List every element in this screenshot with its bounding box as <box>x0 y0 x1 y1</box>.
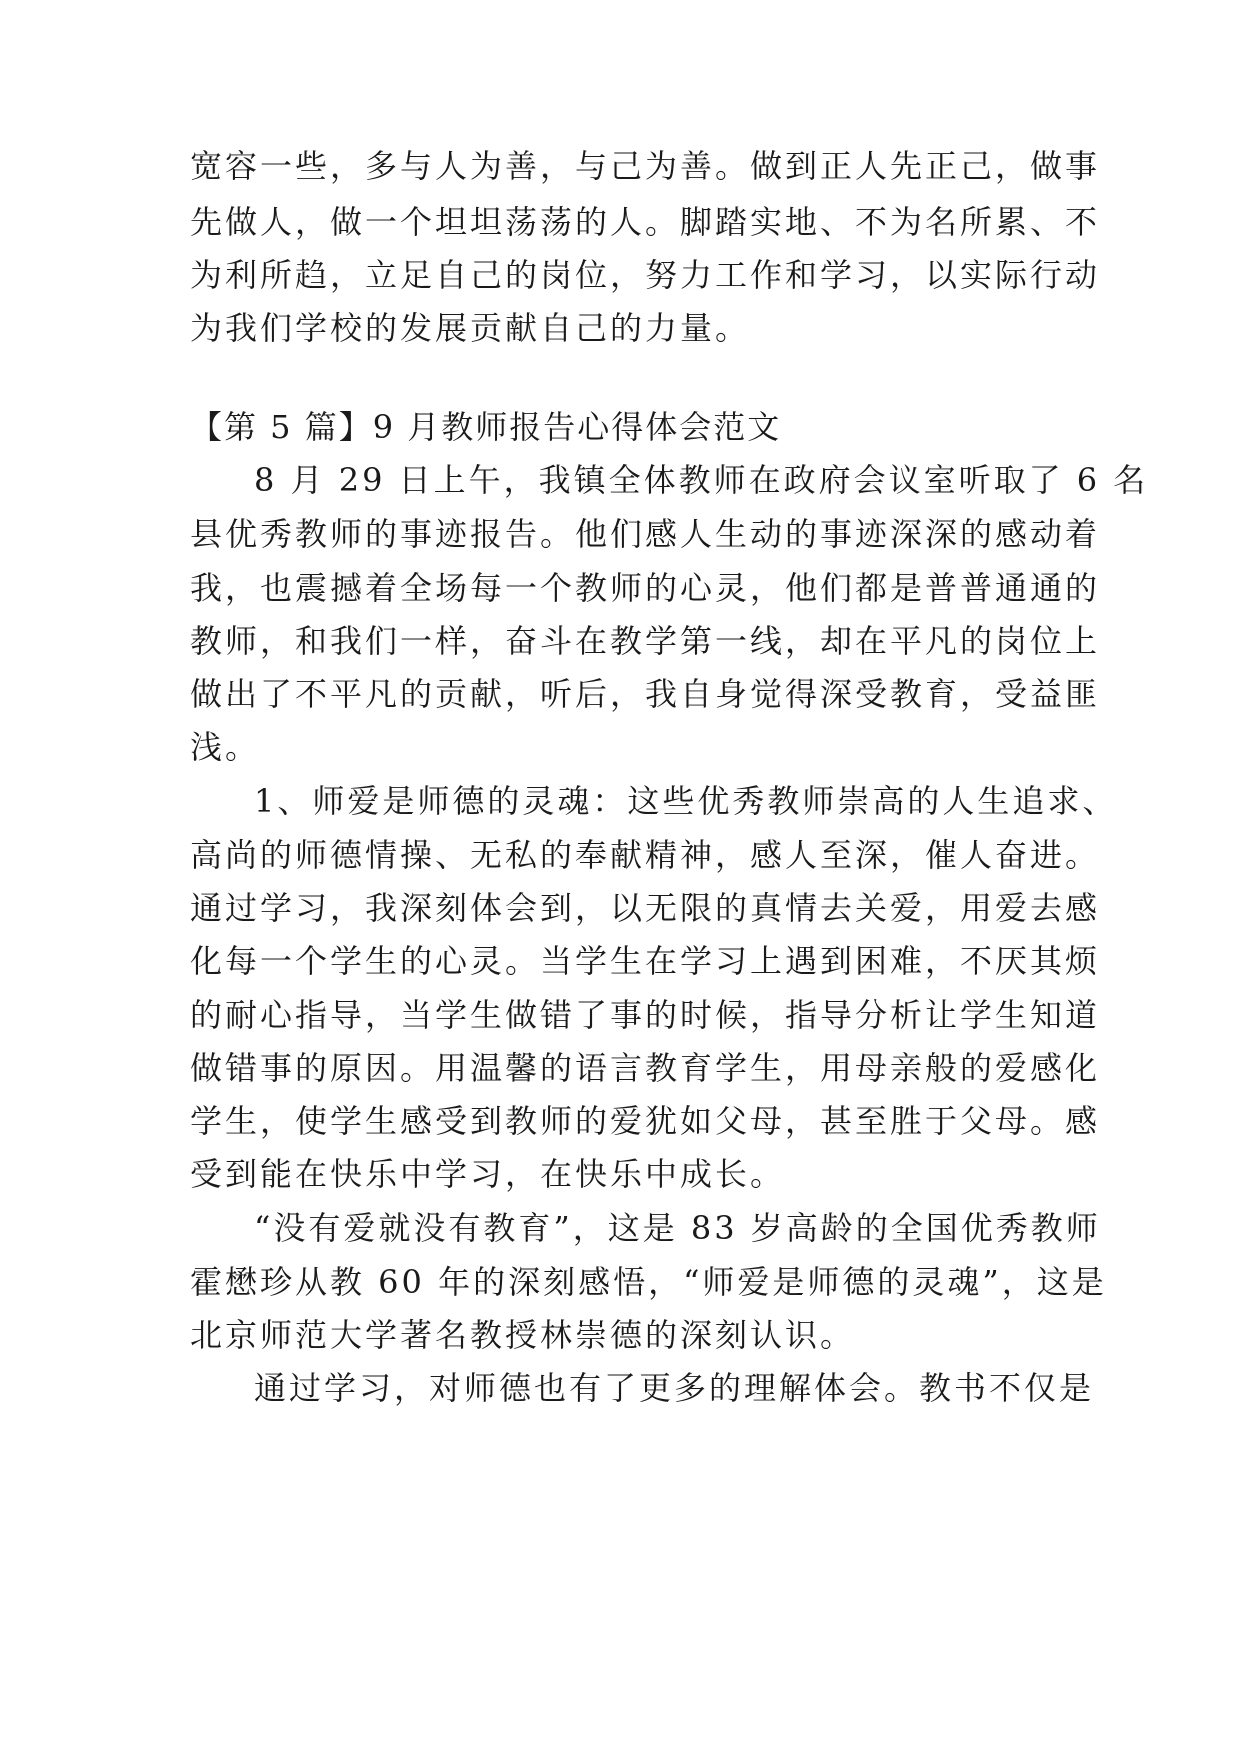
para3-line-3: 北京师范大学著名教授林崇德的深刻认识。 <box>190 1316 856 1354</box>
para3-line-2: 霍懋珍从教 60 年的深刻感悟，“师爱是师德的灵魂”，这是 <box>190 1263 1107 1301</box>
para4-line-1: 通过学习，对师德也有了更多的理解体会。教书不仅是 <box>254 1369 1095 1407</box>
para2-line-8: 受到能在快乐中学习，在快乐中成长。 <box>190 1155 786 1193</box>
para2-line-5: 的耐心指导，当学生做错了事的时候，指导分析让学生知道 <box>190 996 1101 1034</box>
para1-line-3: 我，也震撼着全场每一个教师的心灵，他们都是普普通通的 <box>190 569 1101 607</box>
para1-line-5: 做出了不平凡的贡献，听后，我自身觉得深受教育，受益匪 <box>190 675 1101 713</box>
para1-line-6: 浅。 <box>190 728 261 766</box>
section-heading: 【第 5 篇】9 月教师报告心得体会范文 <box>190 408 782 446</box>
intro-line-1: 宽容一些，多与人为善，与己为善。做到正人先正己，做事 <box>190 147 1101 185</box>
para1-line-2: 县优秀教师的事迹报告。他们感人生动的事迹深深的感动着 <box>190 515 1101 553</box>
para2-line-3: 通过学习，我深刻体会到，以无限的真情去关爱，用爱去感 <box>190 889 1101 927</box>
para2-line-2: 高尚的师德情操、无私的奉献精神，感人至深，催人奋进。 <box>190 836 1101 874</box>
intro-line-4: 为我们学校的发展贡献自己的力量。 <box>190 309 751 347</box>
para1-line-4: 教师，和我们一样，奋斗在教学第一线，却在平凡的岗位上 <box>190 622 1101 660</box>
intro-line-3: 为利所趋，立足自己的岗位，努力工作和学习，以实际行动 <box>190 256 1101 294</box>
para2-line-7: 学生，使学生感受到教师的爱犹如父母，甚至胜于父母。感 <box>190 1102 1101 1140</box>
para3-line-1: “没有爱就没有教育”，这是 83 岁高龄的全国优秀教师 <box>254 1209 1101 1247</box>
para2-line-6: 做错事的原因。用温馨的语言教育学生，用母亲般的爱感化 <box>190 1049 1101 1087</box>
para2-line-4: 化每一个学生的心灵。当学生在学习上遇到困难，不厌其烦 <box>190 942 1101 980</box>
para2-line-1: 1、师爱是师德的灵魂：这些优秀教师崇高的人生追求、 <box>254 782 1118 820</box>
intro-line-2: 先做人，做一个坦坦荡荡的人。脚踏实地、不为名所累、不 <box>190 203 1101 241</box>
para1-line-1: 8 月 29 日上午，我镇全体教师在政府会议室听取了 6 名 <box>254 461 1149 499</box>
